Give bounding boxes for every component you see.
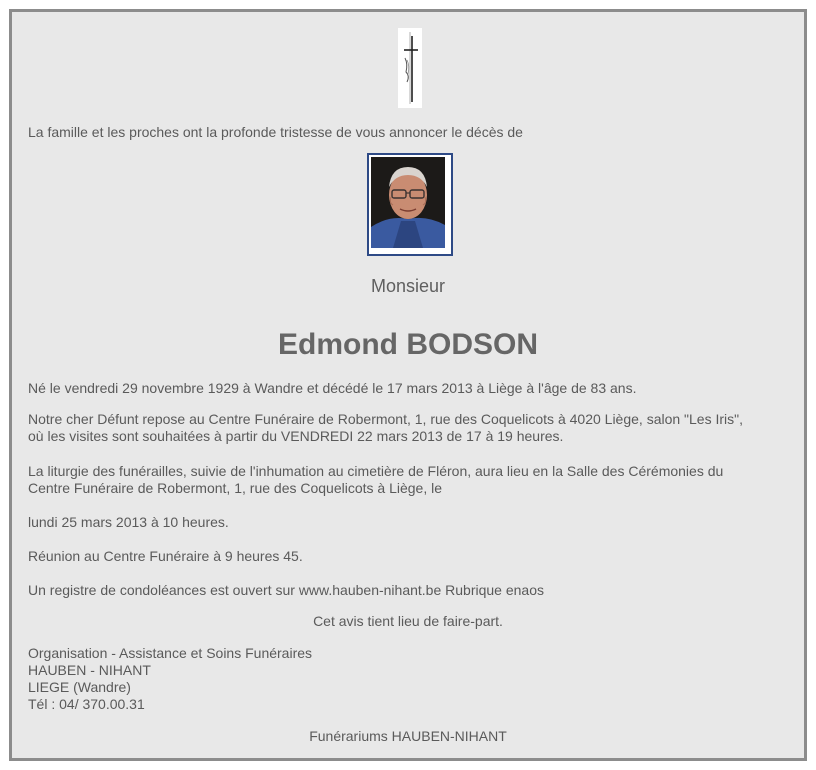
notice-text: Cet avis tient lieu de faire-part. [313, 613, 503, 629]
portrait-photo [367, 153, 453, 256]
footer-text: Funérariums HAUBEN-NIHANT [309, 728, 507, 744]
rest-line-2: où les visites sont souhaitées à partir du VENDREDI 22 mars 2013 de 17 à 19 heures. [28, 428, 564, 444]
organisation-line-4: Tél : 04/ 370.00.31 [28, 696, 145, 712]
organisation-line-3: LIEGE (Wandre) [28, 679, 131, 695]
birth-death-text: Né le vendredi 29 novembre 1929 à Wandre et décédé le 17 mars 2013 à Liège à l'âge de 83 ans. [28, 380, 637, 396]
meeting-text: Réunion au Centre Funéraire à 9 heures 45. [28, 548, 303, 564]
organisation-line-2: HAUBEN - NIHANT [28, 662, 151, 678]
registry-text: Un registre de condoléances est ouvert sur www.hauben-nihant.be Rubrique enaos [28, 582, 544, 598]
civility-title: Monsieur [370, 276, 446, 296]
liturgy-line-1: La liturgie des funérailles, suivie de l'inhumation au cimetière de Fléron, aura lieu en la Salle des Cérémonies du [28, 463, 724, 479]
organisation-block [28, 645, 312, 713]
liturgy-line-2: Centre Funéraire de Robermont, 1, rue des Coquelicots à Liège, le [28, 480, 443, 496]
rest-paragraph [28, 411, 743, 445]
obituary-notice [9, 9, 807, 761]
rest-line-1: Notre cher Défunt repose au Centre Funéraire de Robermont, 1, rue des Coquelicots à 4020 Liège, salon "Les Iris", [28, 411, 744, 427]
intro-text: La famille et les proches ont la profonde tristesse de vous annoncer le décès de [28, 124, 523, 140]
ceremony-date: lundi 25 mars 2013 à 10 heures. [28, 514, 229, 530]
organisation-line-1: Organisation - Assistance et Soins Funéraires [28, 645, 313, 661]
cross-icon [398, 28, 422, 108]
portrait-image [371, 157, 445, 248]
deceased-name: Edmond BODSON [278, 328, 538, 361]
liturgy-paragraph [28, 463, 723, 497]
cross-emblem [398, 28, 422, 108]
